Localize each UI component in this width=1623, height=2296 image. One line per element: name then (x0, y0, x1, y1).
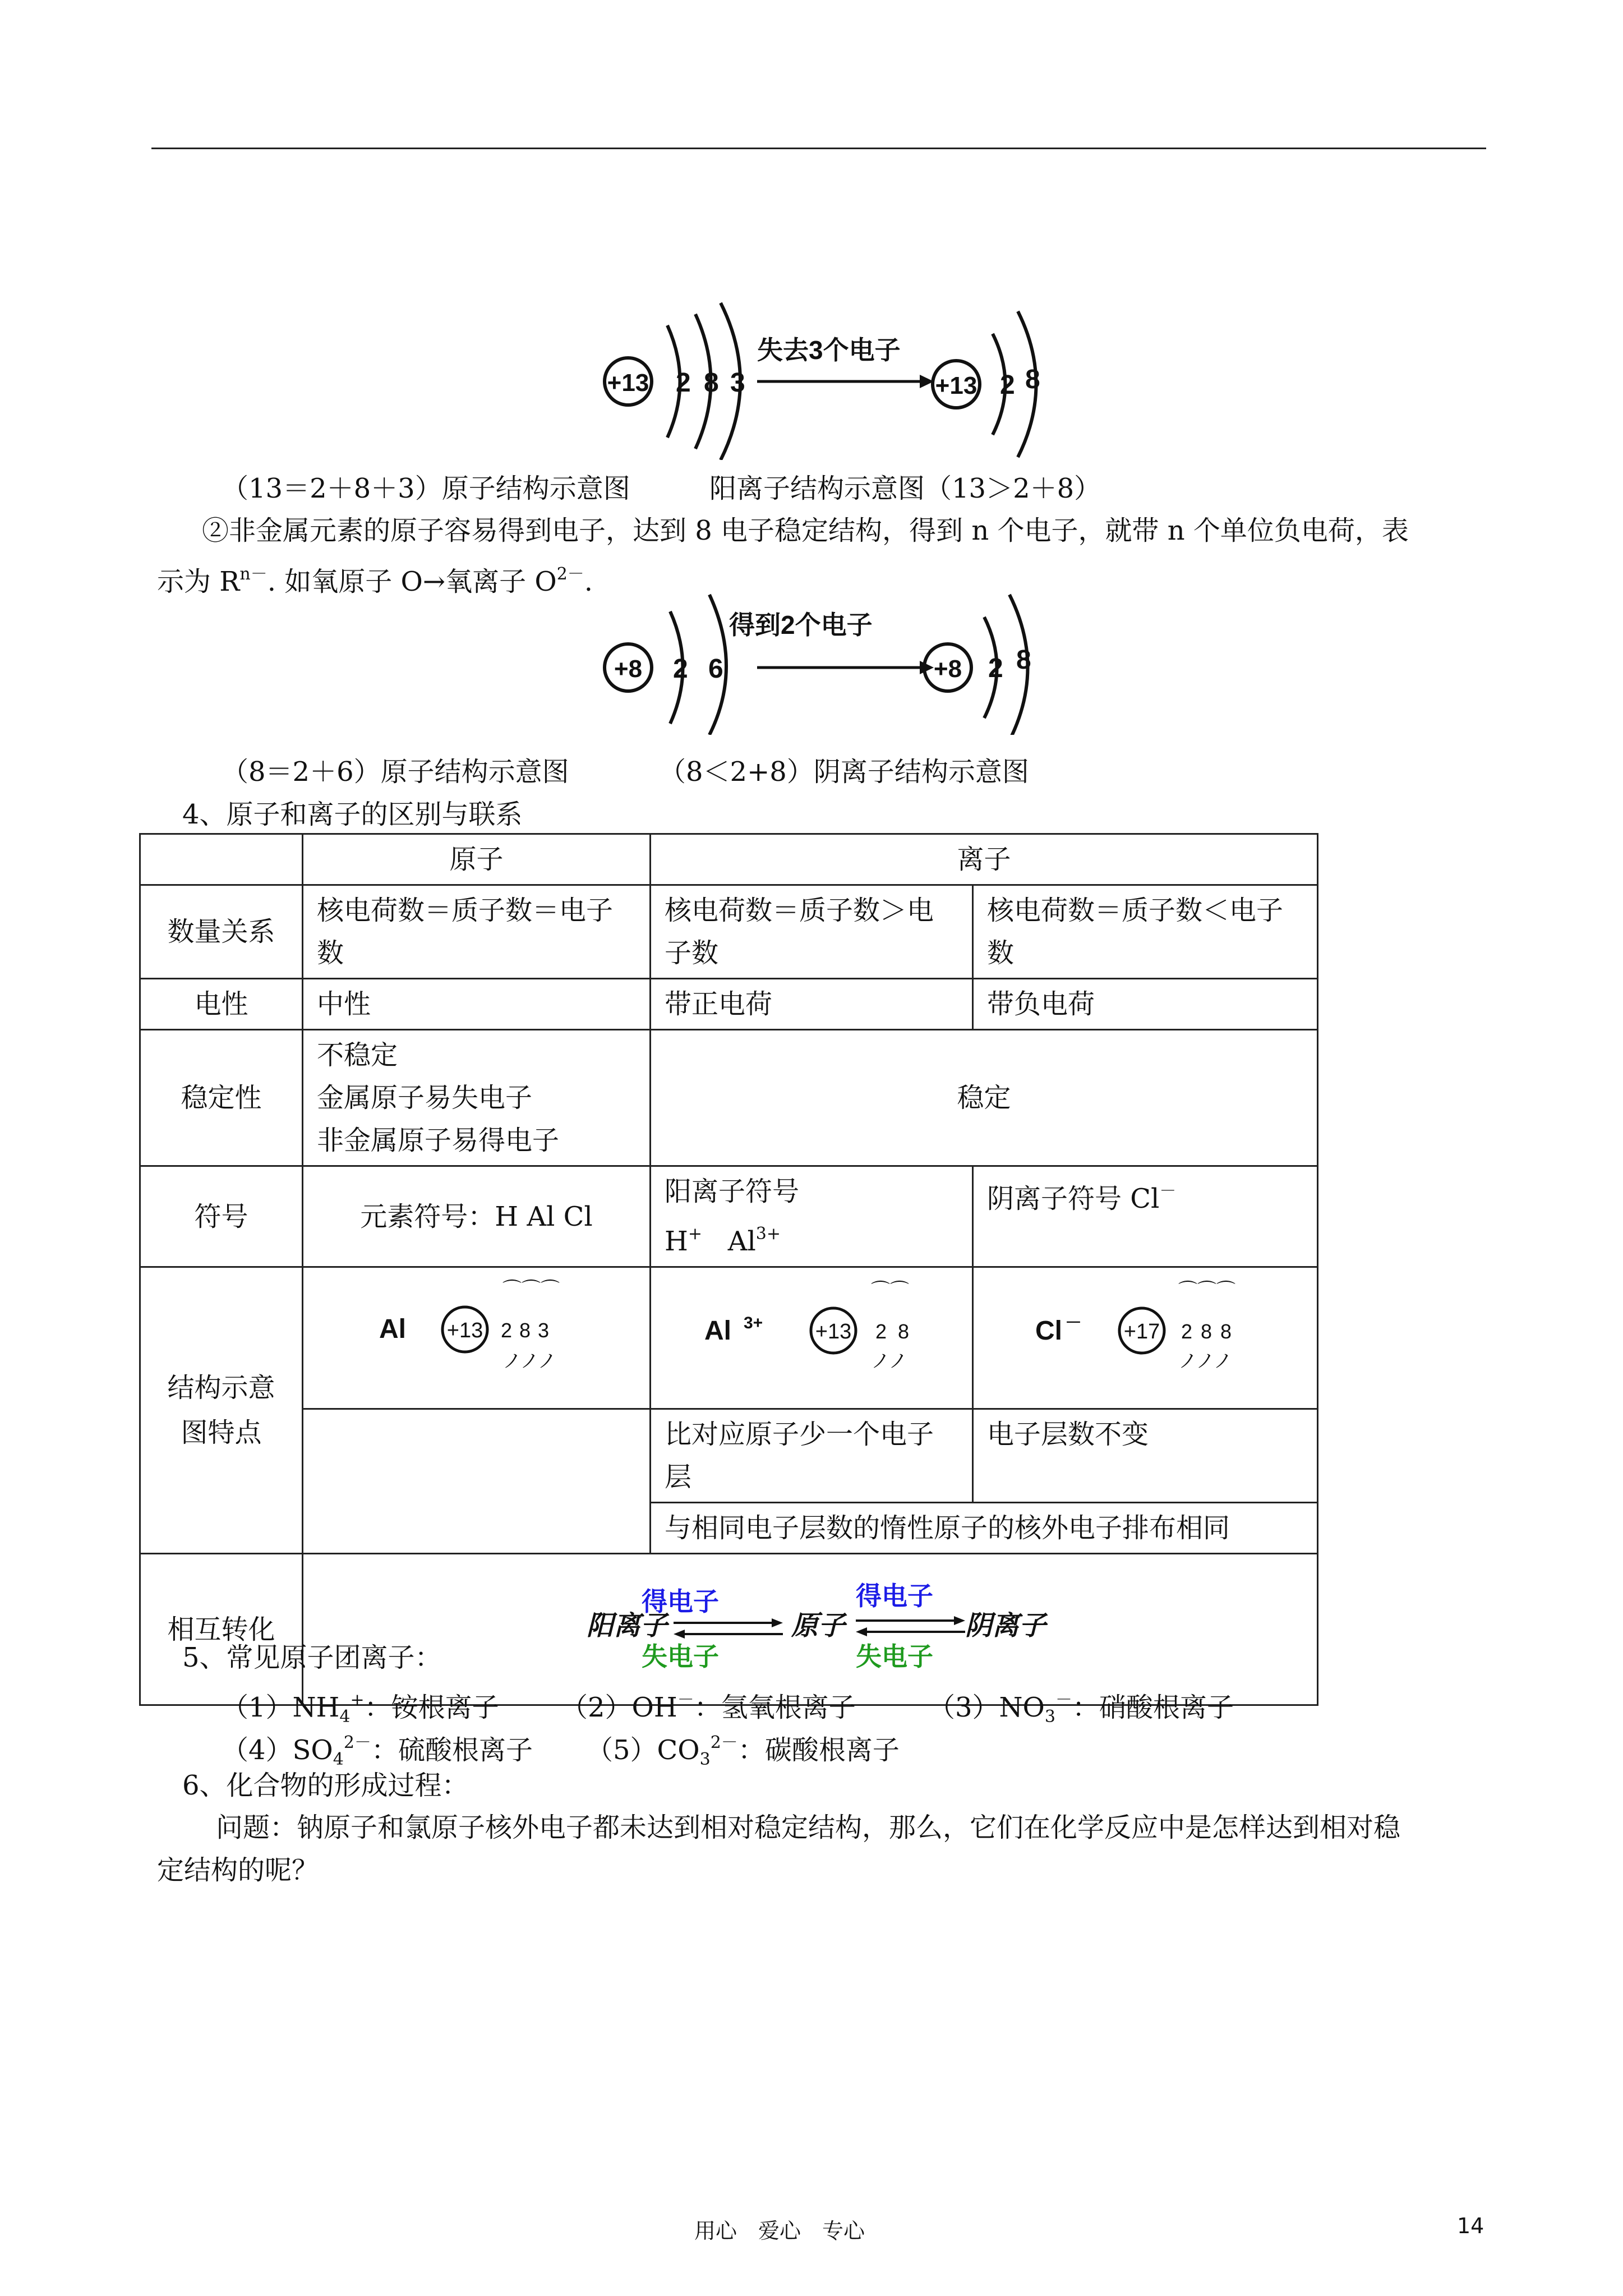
svg-text:Al: Al (704, 1316, 731, 1346)
svg-text:⌒⌒⌒: ⌒⌒⌒ (502, 1279, 560, 1300)
section4-heading: 4、原子和离子的区别与联系 (182, 799, 523, 830)
svg-text:8: 8 (898, 1320, 910, 1343)
r5-anion-diagram (973, 1267, 1318, 1409)
r5-anion-feat: 电子层数不变 (973, 1409, 1318, 1503)
r5-cation-diagram (651, 1267, 973, 1409)
r3-ion: 稳定 (651, 1030, 1318, 1166)
r5-atom-feat (303, 1409, 651, 1554)
svg-text:Al: Al (379, 1314, 406, 1344)
svg-text:8: 8 (519, 1319, 531, 1342)
ion-oh: （2）OH－：氢氧根离子 (561, 1690, 856, 1723)
r2-anion: 带负电荷 (973, 979, 1318, 1030)
al-e3: 3 (730, 368, 745, 398)
o-arrow-label: 得到2个电子 (729, 610, 873, 639)
r1-anion: 核电荷数＝质子数＜电子数 (973, 885, 1318, 979)
r6-label: 相互转化 (140, 1554, 303, 1705)
o-ion-nucleus: +8 (933, 655, 962, 683)
ion-so4: $(4)SO_4^{2-}$：硫酸根离子 (222, 1733, 533, 1769)
r6-conversion-diagram (303, 1554, 1318, 1705)
conv-gain-2: 得电子 (856, 1581, 933, 1611)
svg-text:Cl: Cl (1035, 1316, 1062, 1346)
r5-label: 结构示意图特点 (140, 1267, 303, 1554)
r2-atom: 中性 (303, 979, 651, 1030)
al-ion-e1: 2 (1000, 370, 1015, 400)
o-ion-e2: 8 (1016, 645, 1031, 675)
svg-text:ノノノ: ノノノ (1178, 1351, 1233, 1372)
o-e2: 6 (708, 654, 723, 684)
caption-o-left: （8＝2＋6）原子结构示意图 (222, 756, 569, 788)
al-ion-e2: 8 (1025, 365, 1040, 394)
svg-text:2: 2 (875, 1320, 887, 1343)
atom-ion-table (139, 833, 1318, 1706)
svg-text:8: 8 (1201, 1320, 1212, 1343)
th-ion: 离子 (651, 834, 1318, 885)
r4-label: 符号 (140, 1166, 303, 1267)
conv-anion: 阴离子 (965, 1611, 1046, 1641)
para-nonmetal-l1: ②非金属元素的原子容易得到电子，达到 8 电子稳定结构，得到 n 个电子，就带 n 个单位负电荷，表 (202, 515, 1409, 546)
caption-al-right: 阳离子结构示意图（13＞2＋8） (709, 473, 1101, 504)
r5-atom-diagram (303, 1267, 651, 1409)
section5-heading: 5、常见原子团离子： (182, 1642, 442, 1673)
conv-lose-1: 失电子 (642, 1642, 719, 1671)
svg-text:⌒⌒⌒: ⌒⌒⌒ (1178, 1280, 1235, 1301)
o-ionization-diagram (589, 583, 1071, 735)
r2-cation: 带正电荷 (651, 979, 973, 1030)
footer-motto: 用心 爱心 专心 (694, 2219, 865, 2243)
r5-cation-feat: 比对应原子少一个电子层 (651, 1409, 973, 1503)
question-line2: 定结构的呢？ (157, 1855, 319, 1886)
al-arrow-label: 失去3个电子 (757, 335, 901, 365)
svg-text:2: 2 (1181, 1320, 1193, 1343)
al-e2: 8 (704, 368, 719, 398)
o-ion-e1: 2 (988, 654, 1003, 683)
conv-atom: 原子 (791, 1611, 846, 1641)
svg-text:8: 8 (1220, 1320, 1232, 1343)
ion-no3: $(3)NO_3^-$：硝酸根离子 (928, 1690, 1234, 1727)
svg-text:2: 2 (501, 1319, 513, 1342)
para-nonmetal-l2: 示为 $R^{n-}$. 如氧原子 O→氧离子 $O^{2-}$. (157, 564, 593, 597)
r2-label: 电性 (140, 979, 303, 1030)
ion-nh4: $(1)NH_4^+$：铵根离子 (222, 1690, 499, 1727)
ion-co3: $(5)CO_3^{2-}$：碳酸根离子 (586, 1733, 900, 1769)
al-ion-nucleus: +13 (935, 372, 978, 399)
conv-lose-2: 失电子 (856, 1642, 933, 1671)
r1-cation: 核电荷数＝质子数＞电子数 (651, 885, 973, 979)
svg-text:ノノノ: ノノノ (502, 1351, 557, 1372)
o-nucleus: +8 (614, 655, 643, 683)
svg-text:ノノ: ノノ (871, 1351, 908, 1372)
conv-cation: 阳离子 (587, 1611, 668, 1641)
al-e1: 2 (676, 368, 691, 398)
r4-atom: 元素符号：H Al Cl (303, 1166, 651, 1267)
header-rule (151, 148, 1486, 149)
caption-al-left: （13＝2＋8＋3）原子结构示意图 (222, 473, 630, 504)
r1-atom: 核电荷数＝质子数＝电子数 (303, 885, 651, 979)
r1-label: 数量关系 (140, 885, 303, 979)
svg-text:3+: 3+ (744, 1314, 763, 1332)
section6-heading: 6、化合物的形成过程： (182, 1770, 469, 1801)
r3-atom: 不稳定 金属原子易失电子 非金属原子易得电子 (303, 1030, 651, 1166)
caption-o-right: （8＜2+8）阴离子结构示意图 (659, 756, 1029, 788)
r3-label: 稳定性 (140, 1030, 303, 1166)
svg-text:3: 3 (538, 1319, 550, 1342)
svg-text:－: － (1065, 1314, 1082, 1332)
svg-text:+13: +13 (815, 1320, 852, 1343)
r4-anion: 阴离子符号 Cl－ (973, 1166, 1318, 1267)
r5-common-feat: 与相同电子层数的惰性原子的核外电子排布相同 (651, 1503, 1318, 1554)
svg-text:⌒⌒: ⌒⌒ (871, 1280, 909, 1301)
svg-text:+17: +17 (1123, 1320, 1160, 1343)
r4-cation: 阳离子符号 H+ $Al^{3+}$ (651, 1166, 973, 1267)
page-number: 14 (1457, 2214, 1484, 2238)
al-nucleus: +13 (607, 369, 649, 397)
al-ionization-diagram (589, 292, 1071, 460)
svg-text:+13: +13 (446, 1319, 483, 1342)
conv-gain-1: 得电子 (642, 1587, 719, 1616)
table-corner (140, 834, 303, 885)
o-e1: 2 (673, 654, 688, 684)
question-line1: 问题：钠原子和氯原子核外电子都未达到相对稳定结构，那么，它们在化学反应中是怎样达到相对稳 (216, 1812, 1401, 1843)
th-atom: 原子 (303, 834, 651, 885)
